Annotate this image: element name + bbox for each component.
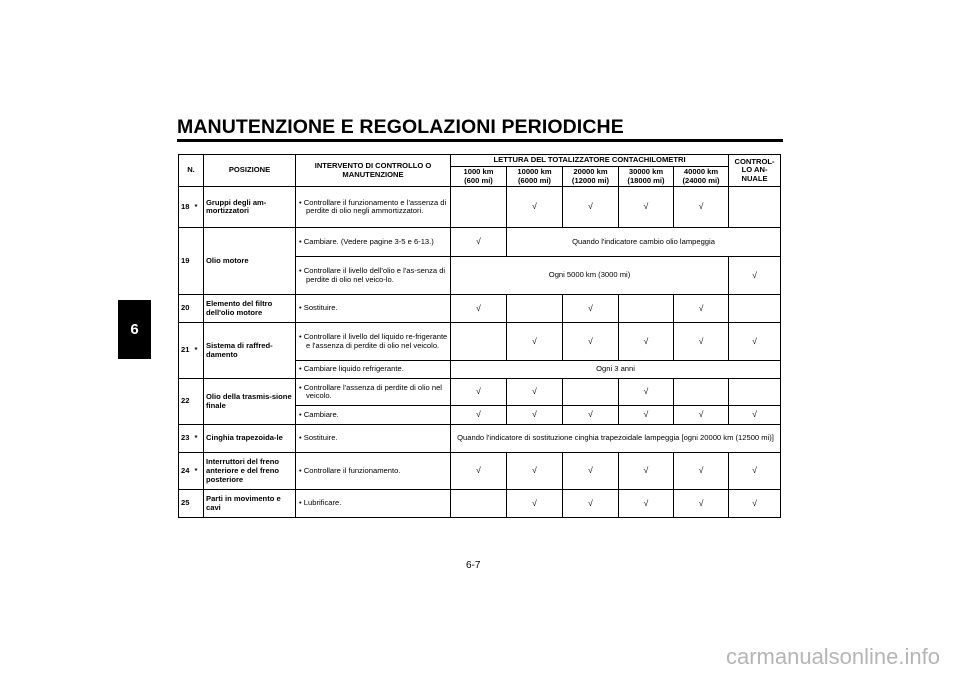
table-row xyxy=(179,425,781,453)
check-cell: √ xyxy=(451,295,507,323)
watermark: carmanualsonline.info xyxy=(725,644,940,669)
row-number: 20 xyxy=(179,295,195,323)
chapter-tab: 6 xyxy=(118,300,151,359)
check-cell xyxy=(451,187,507,228)
row-number: 21 xyxy=(179,323,195,379)
row-action: • Cambiare liquido refrigerante. xyxy=(296,361,451,379)
check-cell: √ xyxy=(451,406,507,425)
interval-note: Quando l'indicatore cambio olio lampeggia xyxy=(507,228,781,257)
header-intervention: INTERVENTO DI CONTROLLO O MANUTENZIONE xyxy=(296,155,451,187)
check-cell: √ xyxy=(674,406,729,425)
header-km-10000: 10000 km (6000 mi) xyxy=(507,166,563,187)
table-row xyxy=(179,379,781,406)
row-action: • Controllare il livello dell'olio e l'as-senza di perdite di olio nel veico-lo. xyxy=(296,257,451,295)
row-number: 25 xyxy=(179,490,195,518)
row-position: Parti in movimento e cavi xyxy=(204,490,296,518)
row-number: 18 xyxy=(179,187,195,228)
page-title: MANUTENZIONE E REGOLAZIONI PERIODICHE xyxy=(177,116,624,138)
header-km-40000: 40000 km (24000 mi) xyxy=(674,166,729,187)
check-cell xyxy=(563,379,619,406)
check-cell: √ xyxy=(619,379,674,406)
check-cell xyxy=(729,379,781,406)
interval-note: Ogni 3 anni xyxy=(451,361,781,379)
row-number: 19 xyxy=(179,228,195,295)
check-cell: √ xyxy=(451,453,507,490)
row-position: Cinghia trapezoida-le xyxy=(204,425,296,453)
star-mark: * xyxy=(195,453,204,490)
check-cell: √ xyxy=(563,295,619,323)
row-action: • Controllare il livello del liquido re-frigerante e l'assenza di perdite di olio nel veicolo. xyxy=(296,323,451,361)
header-position: POSIZIONE xyxy=(204,155,296,187)
maintenance-table xyxy=(178,154,781,518)
check-cell: √ xyxy=(563,406,619,425)
row-action: • Controllare il funzionamento e l'assenza di perdite di olio negli ammortizzatori. xyxy=(296,187,451,228)
check-cell: √ xyxy=(729,490,781,518)
table-row xyxy=(179,187,781,228)
check-cell: √ xyxy=(619,453,674,490)
row-position: Interruttori del freno anteriore e del freno posteriore xyxy=(204,453,296,490)
check-cell xyxy=(451,323,507,361)
row-action: • Sostituire. xyxy=(296,295,451,323)
row-action: • Lubrificare. xyxy=(296,490,451,518)
check-cell: √ xyxy=(451,379,507,406)
check-cell xyxy=(674,379,729,406)
check-cell: √ xyxy=(563,490,619,518)
table-row xyxy=(179,323,781,361)
check-cell: √ xyxy=(729,257,781,295)
row-action: • Cambiare. (Vedere pagine 3-5 e 6-13.) xyxy=(296,228,451,257)
table-row xyxy=(179,228,781,257)
check-cell: √ xyxy=(507,406,563,425)
row-number: 24 xyxy=(179,453,195,490)
header-n: N. xyxy=(179,155,204,187)
check-cell xyxy=(507,295,563,323)
table-row xyxy=(179,490,781,518)
interval-note: Ogni 5000 km (3000 mi) xyxy=(451,257,729,295)
row-number: 23 xyxy=(179,425,195,453)
check-cell: √ xyxy=(563,323,619,361)
star-mark xyxy=(195,228,204,295)
row-position: Olio motore xyxy=(204,228,296,295)
table-row xyxy=(179,295,781,323)
check-cell: √ xyxy=(507,187,563,228)
interval-note: Quando l'indicatore di sostituzione cinghia trapezoidale lampeggia [ogni 20000 km (12500 mi)] xyxy=(451,425,781,453)
row-position: Gruppi degli am-mortizzatori xyxy=(204,187,296,228)
row-action: • Controllare l'assenza di perdite di olio nel veicolo. xyxy=(296,379,451,406)
check-cell: √ xyxy=(563,187,619,228)
row-position: Olio della trasmis-sione finale xyxy=(204,379,296,425)
check-cell: √ xyxy=(619,187,674,228)
check-cell: √ xyxy=(674,323,729,361)
header-odometer: LETTURA DEL TOTALIZZATORE CONTACHILOMETRI xyxy=(451,155,729,167)
check-cell: √ xyxy=(507,379,563,406)
check-cell: √ xyxy=(674,295,729,323)
page-number: 6-7 xyxy=(466,560,481,571)
check-cell: √ xyxy=(729,453,781,490)
row-action: • Controllare il funzionamento. xyxy=(296,453,451,490)
header-annual: CONTROL-LO AN-NUALE xyxy=(729,155,781,187)
header-km-20000: 20000 km (12000 mi) xyxy=(563,166,619,187)
check-cell xyxy=(619,295,674,323)
check-cell: √ xyxy=(619,406,674,425)
check-cell: √ xyxy=(619,490,674,518)
check-cell xyxy=(729,187,781,228)
star-mark xyxy=(195,379,204,425)
title-rule xyxy=(177,139,783,142)
check-cell: √ xyxy=(729,323,781,361)
check-cell: √ xyxy=(674,453,729,490)
row-action: • Cambiare. xyxy=(296,406,451,425)
check-cell xyxy=(729,295,781,323)
check-cell xyxy=(451,490,507,518)
star-mark xyxy=(195,490,204,518)
check-cell: √ xyxy=(507,323,563,361)
row-position: Elemento del filtro dell'olio motore xyxy=(204,295,296,323)
row-position: Sistema di raffred-damento xyxy=(204,323,296,379)
check-cell: √ xyxy=(507,490,563,518)
check-cell: √ xyxy=(451,228,507,257)
table-row xyxy=(179,453,781,490)
star-mark: * xyxy=(195,187,204,228)
header-km-30000: 30000 km (18000 mi) xyxy=(619,166,674,187)
row-number: 22 xyxy=(179,379,195,425)
check-cell: √ xyxy=(729,406,781,425)
star-mark xyxy=(195,295,204,323)
star-mark: * xyxy=(195,425,204,453)
check-cell: √ xyxy=(674,490,729,518)
check-cell: √ xyxy=(507,453,563,490)
check-cell: √ xyxy=(563,453,619,490)
header-km-1000: 1000 km (600 mi) xyxy=(451,166,507,187)
check-cell: √ xyxy=(619,323,674,361)
check-cell: √ xyxy=(674,187,729,228)
star-mark: * xyxy=(195,323,204,379)
row-action: • Sostituire. xyxy=(296,425,451,453)
